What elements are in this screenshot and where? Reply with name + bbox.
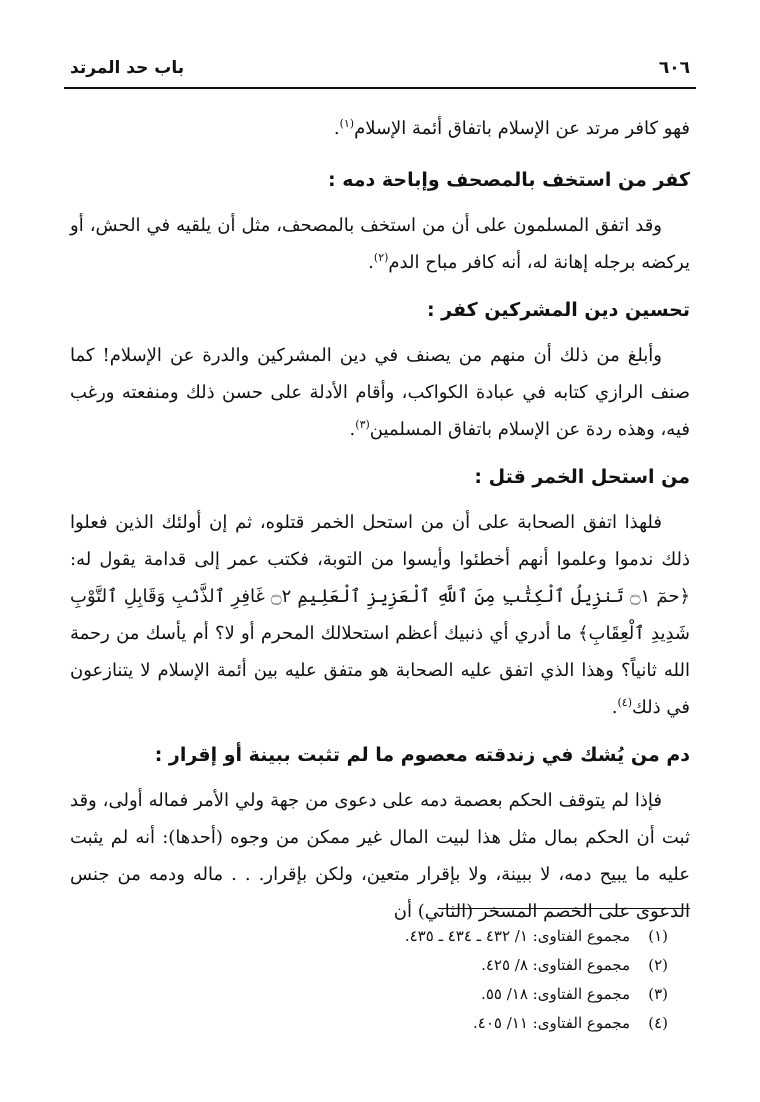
footnote-text: مجموع الفتاوى: ١٨/ ٥٥. <box>481 985 630 1003</box>
sentence-end: . <box>333 118 340 139</box>
opening-paragraph <box>70 110 690 147</box>
section-paragraph <box>70 504 690 726</box>
footnote-item <box>248 1009 668 1038</box>
footnote-item <box>248 980 668 1009</box>
header-divider <box>64 87 696 89</box>
chapter-title: باب حد المرتد <box>70 58 185 78</box>
paragraph-text: فهو كافر مرتد عن الإسلام باتفاق أئمة الإسلام <box>354 118 690 139</box>
paragraph-text: فلهذا اتفق الصحابة على أن من استحل الخمر قتلوه، ثم إن أولئك الذين فعلوا ذلك ندموا وعلموا أنهم أخطئوا وأيسوا من التوبة، فكتب عمر إلى قدامة يقول له: ﴿حمٓ ۝١ تَنزِيلُ ٱلْكِتَٰبِ مِنَ ٱللَّهِ ٱلْعَزِيزِ ٱلْعَلِيمِ ۝٢ غَافِرِ ٱلذَّنۢبِ وَقَابِلِ ٱلتَّوْبِ شَدِيدِ ٱلْعِقَابِ﴾ ما أدري أي ذنبيك أعظم استحلالك المحرم أو لا؟ أم يأسك من رحمة الله ثانياً؟ وهذا الذي اتفق عليه الصحابة هو متفق عليه بين أئمة الإسلام لا يتنازعون في ذلك <box>70 512 691 718</box>
body-text <box>70 110 690 930</box>
section-heading: تحسين دين المشركين كفر : <box>426 299 690 321</box>
footnote-divider <box>438 908 690 909</box>
footnote-number: (٤) <box>648 1014 668 1032</box>
sentence-end: . <box>611 697 618 718</box>
section-heading: كفر من استخف بالمصحف وإباحة دمه : <box>328 169 690 191</box>
footnote-text: مجموع الفتاوى: ١١/ ٤٠٥. <box>473 1014 630 1032</box>
sentence-end: . <box>368 252 374 273</box>
paragraph-text: فإذا لم يتوقف الحكم بعصمة دمه على دعوى من جهة ولي الأمر فماله أولى، وقد ثبت أن الحكم بمال مثل هذا لبيت المال غير ممكن من وجوه (أحدها): أنه لم يثبت عليه ما يبيح دمه، لا ببينة، ولا بإقرار متعين، ولكن بإقرار. . . ماله ودمه من جنس الدعوى على الخصم المسخر (الثاني) أن <box>70 790 690 922</box>
footnote-number: (٢) <box>648 956 668 974</box>
running-header <box>70 54 690 82</box>
footnote-number: (١) <box>648 927 668 945</box>
section-heading: من استحل الخمر قتل : <box>474 466 690 488</box>
footnote-text: مجموع الفتاوى: ٨/ ٤٢٥. <box>481 956 630 974</box>
footnote-ref: (٣) <box>355 418 370 431</box>
footnote-ref: (٢) <box>373 251 389 264</box>
footnote-number: (٣) <box>648 985 668 1003</box>
footnotes <box>248 922 668 1038</box>
footnote-item <box>248 951 668 980</box>
paragraph-text: وقد اتفق المسلمون على أن من استخف بالمصحف، مثل أن يلقيه في الحش، أو يركضه برجله إهانة له، أنه كافر مباح الدم <box>70 215 690 273</box>
page-number: ٦٠٦ <box>658 58 690 78</box>
footnote-ref: (١) <box>339 117 355 130</box>
footnote-item <box>248 922 668 951</box>
section-paragraph <box>70 207 690 281</box>
sentence-end: . <box>349 419 356 440</box>
footnote-ref: (٤) <box>617 696 632 709</box>
paragraph-text: وأبلغ من ذلك أن منهم من يصنف في دين المشركين والدرة عن الإسلام! كما صنف الرازي كتابه في عبادة الكواكب، وأقام الأدلة على حسن ذلك ومنفعته ورغب فيه، وهذه ردة عن الإسلام باتفاق المسلمين <box>70 345 690 440</box>
footnote-text: مجموع الفتاوى: ١/ ٤٣٢ ـ ٤٣٤ ـ ٤٣٥. <box>404 927 630 945</box>
section-paragraph <box>70 337 690 448</box>
section-heading: دم من يُشك في زندقته معصوم ما لم تثبت ببينة أو إقرار : <box>154 744 690 766</box>
